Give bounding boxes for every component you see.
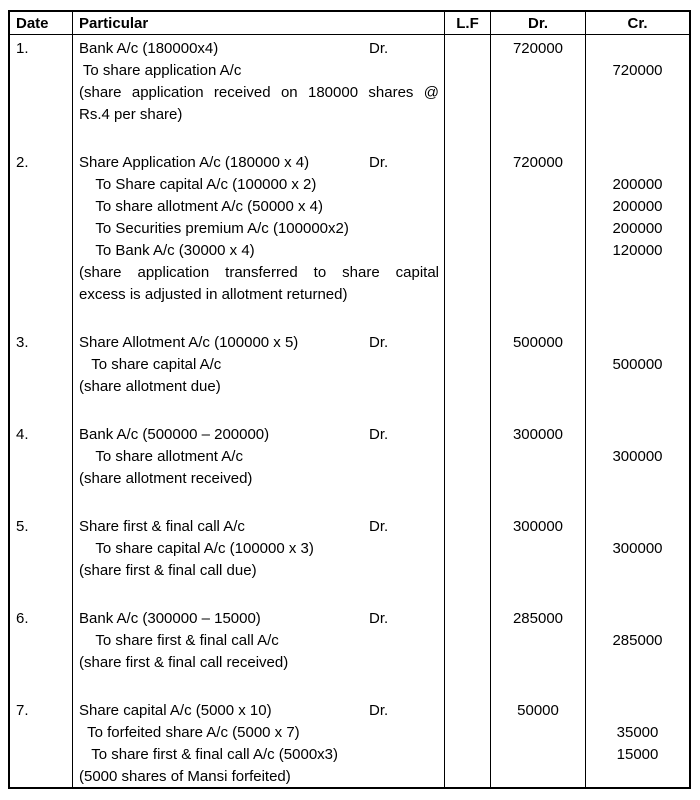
particular-column [73, 35, 445, 787]
credit-amount [586, 332, 689, 354]
entry-spacer [586, 582, 689, 608]
date-number [10, 104, 72, 126]
date-number [10, 196, 72, 218]
debit-amount [491, 284, 585, 306]
credit-amount: 200000 [612, 220, 663, 237]
debit-amount: 500000 [512, 334, 564, 351]
debit-amount [491, 82, 585, 104]
journal-line-text: Rs.4 per share) [79, 106, 183, 123]
journal-line-text: To share application A/c [79, 62, 242, 79]
credit-amount [586, 284, 689, 306]
credit-amount: 35000 [616, 724, 659, 741]
date-number [10, 82, 72, 104]
date-number: 7. [16, 702, 29, 719]
entry-spacer [73, 582, 444, 608]
column-header-particular: Particular [73, 12, 445, 35]
debit-amount [491, 104, 585, 126]
journal-line-text: Share Allotment A/c (100000 x 5) Dr. [73, 332, 444, 354]
journal-line-text: To share first & final call A/c (5000x3) [79, 746, 339, 763]
entry-spacer [73, 398, 444, 424]
entry-spacer [491, 490, 585, 516]
entry-spacer [10, 490, 72, 516]
debit-amount [491, 354, 585, 376]
credit-amount [586, 608, 689, 630]
journal-line-text: Share capital A/c (5000 x 10) Dr. [73, 700, 444, 722]
credit-amount [586, 766, 689, 787]
credit-amount [586, 152, 689, 174]
entry-spacer [586, 126, 689, 152]
credit-amount: 285000 [612, 632, 663, 649]
entry-spacer [491, 398, 585, 424]
cr-amount-column [586, 35, 689, 787]
entry-spacer [586, 306, 689, 332]
credit-amount [586, 700, 689, 722]
debit-amount [491, 560, 585, 582]
entry-spacer [10, 582, 72, 608]
entry-spacer [586, 490, 689, 516]
date-number [10, 766, 72, 787]
journal-line-text: (5000 shares of Mansi forfeited) [79, 768, 291, 785]
date-number [10, 354, 72, 376]
journal-line-text: Share Application A/c (180000 x 4) Dr. [73, 152, 444, 174]
date-number: 1. [16, 40, 29, 57]
date-number [10, 560, 72, 582]
journal-line-text: To share capital A/c (100000 x 3) [79, 540, 314, 557]
date-number [10, 722, 72, 744]
dr-marker: Dr. [369, 40, 389, 57]
credit-amount: 120000 [612, 242, 663, 259]
journal-line-text: excess is adjusted in allotment returned) [79, 286, 348, 303]
dr-amount-column [491, 35, 586, 787]
journal-line-text: Bank A/c (300000 – 15000) Dr. [73, 608, 444, 630]
credit-amount: 720000 [612, 62, 663, 79]
column-header-lf: L.F [445, 12, 491, 35]
date-number [10, 376, 72, 398]
journal-line-text: To share allotment A/c [79, 448, 243, 465]
entry-spacer [73, 306, 444, 332]
date-number [10, 284, 72, 306]
journal-line-text: To share first & final call A/c [79, 632, 279, 649]
entry-spacer [491, 306, 585, 332]
date-number [10, 60, 72, 82]
journal-line-text: Bank A/c (180000x4) Dr. [73, 38, 444, 60]
journal-line-text: (share application received on 180000 shares @ [79, 84, 439, 101]
journal-line-text: Bank A/c (500000 – 200000) Dr. [73, 424, 444, 446]
debit-amount [491, 630, 585, 652]
debit-amount [491, 376, 585, 398]
date-column [10, 35, 73, 787]
dr-marker: Dr. [369, 334, 389, 351]
debit-amount [491, 218, 585, 240]
entry-spacer [73, 674, 444, 700]
journal-line-text: To share allotment A/c (50000 x 4) [79, 198, 324, 215]
debit-amount [491, 652, 585, 674]
debit-amount [491, 722, 585, 744]
journal-line-text: To Securities premium A/c (100000x2) [79, 220, 349, 237]
credit-amount [586, 516, 689, 538]
credit-amount [586, 652, 689, 674]
credit-amount: 500000 [612, 356, 663, 373]
journal-line-text: (share first & final call due) [79, 562, 257, 579]
column-header-date: Date [10, 12, 73, 35]
debit-amount [491, 766, 585, 787]
debit-amount: 300000 [512, 426, 564, 443]
journal-line-text: (share first & final call received) [79, 654, 289, 671]
date-number [10, 468, 72, 490]
debit-amount [491, 240, 585, 262]
column-header-cr: Cr. [586, 12, 689, 35]
lf-column [445, 35, 491, 787]
journal-line-text: To Share capital A/c (100000 x 2) [79, 176, 317, 193]
dr-marker: Dr. [369, 518, 389, 535]
credit-amount: 15000 [616, 746, 659, 763]
debit-amount: 720000 [512, 40, 564, 57]
entry-spacer [10, 126, 72, 152]
column-header-dr: Dr. [491, 12, 586, 35]
dr-marker: Dr. [369, 154, 389, 171]
entry-spacer [586, 398, 689, 424]
credit-amount [586, 560, 689, 582]
credit-amount: 300000 [612, 540, 663, 557]
date-number [10, 446, 72, 468]
date-number [10, 538, 72, 560]
date-number [10, 262, 72, 284]
entry-spacer [491, 582, 585, 608]
credit-amount [586, 424, 689, 446]
dr-marker: Dr. [369, 610, 389, 627]
entry-spacer [586, 674, 689, 700]
date-number [10, 240, 72, 262]
journal-entries-table [8, 10, 691, 789]
credit-amount [586, 104, 689, 126]
debit-amount [491, 446, 585, 468]
debit-amount: 285000 [512, 610, 564, 627]
entry-spacer [73, 126, 444, 152]
credit-amount [586, 468, 689, 490]
dr-marker: Dr. [369, 426, 389, 443]
entry-spacer [491, 126, 585, 152]
credit-amount [586, 82, 689, 104]
date-number [10, 174, 72, 196]
date-number [10, 744, 72, 766]
debit-amount [491, 262, 585, 284]
journal-line-text: Share first & final call A/c Dr. [73, 516, 444, 538]
debit-amount [491, 174, 585, 196]
date-number: 6. [16, 610, 29, 627]
journal-line-text: To share capital A/c [79, 356, 222, 373]
debit-amount [491, 196, 585, 218]
credit-amount: 200000 [612, 176, 663, 193]
credit-amount [586, 38, 689, 60]
date-number [10, 630, 72, 652]
debit-amount: 720000 [512, 154, 564, 171]
date-number: 4. [16, 426, 29, 443]
date-number [10, 218, 72, 240]
entry-spacer [10, 398, 72, 424]
journal-line-text: (share application transferred to share capital [79, 264, 439, 281]
date-number: 3. [16, 334, 29, 351]
entry-spacer [491, 674, 585, 700]
debit-amount [491, 744, 585, 766]
journal-line-text: To Bank A/c (30000 x 4) [79, 242, 255, 259]
date-number: 5. [16, 518, 29, 535]
entry-spacer [10, 674, 72, 700]
credit-amount [586, 262, 689, 284]
journal-line-text: (share allotment received) [79, 470, 253, 487]
debit-amount [491, 60, 585, 82]
debit-amount: 50000 [517, 702, 559, 719]
entry-spacer [73, 490, 444, 516]
credit-amount: 200000 [612, 198, 663, 215]
debit-amount: 300000 [512, 518, 564, 535]
entry-spacer [10, 306, 72, 332]
credit-amount [586, 376, 689, 398]
journal-line-text: (share allotment due) [79, 378, 221, 395]
date-number: 2. [16, 154, 29, 171]
debit-amount [491, 538, 585, 560]
credit-amount: 300000 [612, 448, 663, 465]
dr-marker: Dr. [369, 702, 389, 719]
debit-amount [491, 468, 585, 490]
journal-line-text: To forfeited share A/c (5000 x 7) [79, 724, 300, 741]
date-number [10, 652, 72, 674]
